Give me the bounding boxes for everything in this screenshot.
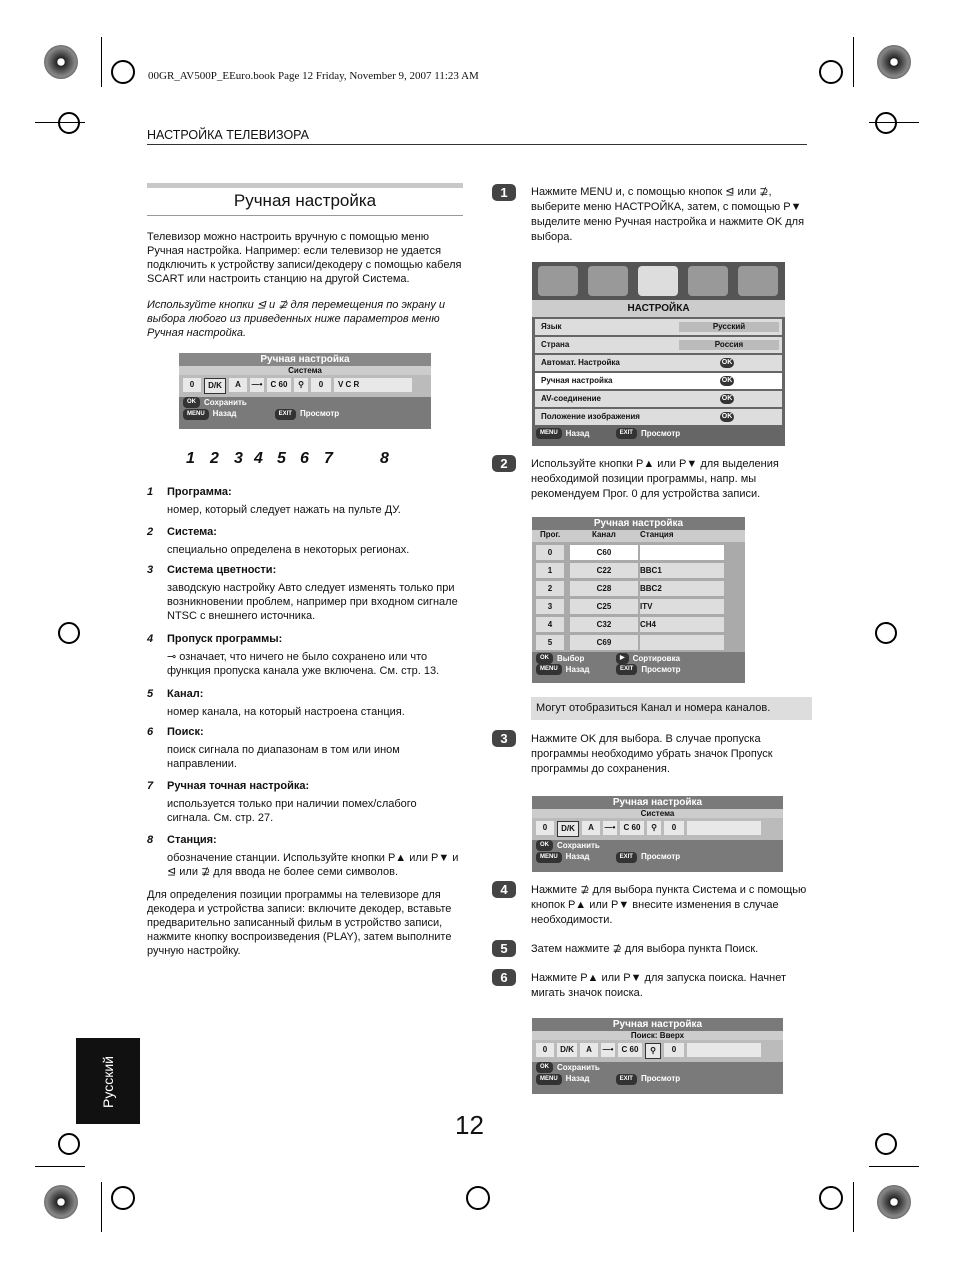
col-header: Канал — [592, 530, 616, 539]
menu-label: Положение изображения — [541, 412, 640, 421]
ok-icon: OK — [721, 377, 733, 384]
def-number: 7 — [147, 780, 154, 792]
channel-cell: C60 — [570, 545, 638, 560]
file-line: 00GR_AV500P_EEuro.book Page 12 Friday, November 9, 2007 11:23 AM — [148, 70, 479, 82]
osd-cell: 0 — [536, 821, 554, 835]
crosshair-right-mid — [875, 622, 897, 644]
step-badge: 4 — [492, 881, 516, 898]
def-label: Ручная точная настройка: — [167, 780, 310, 792]
def-number: 1 — [147, 486, 154, 498]
ok-icon: OK — [721, 359, 733, 366]
registration-mark-bottom-right — [877, 1185, 911, 1219]
station-cell — [640, 545, 724, 560]
channel-cell: C25 — [570, 599, 638, 614]
crosshair-top — [111, 60, 135, 84]
def-label: Станция: — [167, 834, 217, 846]
step-text: Нажмите MENU и, с помощью кнопок ⊴ или ⊉, выберите меню НАСТРОЙКА, затем, с помощью P▼ выделите меню Ручная настройка и нажмите OK для выбора. — [531, 186, 805, 243]
osd-cell: 0 — [183, 378, 201, 392]
osd-step3 — [532, 796, 783, 872]
osd-cell: —• — [601, 1043, 615, 1057]
def-label: Система: — [167, 526, 217, 538]
crosshair-right-top — [875, 112, 897, 134]
osd-cell: V C R — [334, 378, 412, 392]
osd-subtitle: Поиск: Вверх — [532, 1031, 783, 1040]
osd-legend — [179, 397, 431, 420]
channel-cell: C32 — [570, 617, 638, 632]
osd-cell: ⚲ — [647, 821, 661, 835]
step-text: Используйте кнопки P▲ или P▼ для выделения необходимой позиции программы, напр. мы рекомендуем Прог. 0 для устройства записи. — [531, 458, 779, 500]
def-text: номер канала, на который настроена станция. — [167, 706, 405, 718]
osd-cell: ⚲ — [294, 378, 308, 392]
menu-row-manual-tuning[interactable] — [535, 373, 782, 389]
menu-row-language[interactable] — [535, 319, 782, 335]
def-text: поиск сигнала по диапазонам в том или ином направлении. — [167, 744, 400, 770]
osd-legend — [532, 1062, 783, 1085]
legend-label: Просмотр — [640, 429, 681, 438]
definition-item — [147, 633, 463, 688]
osd-manual-tuning — [179, 353, 431, 429]
legend-label: Сохранить — [204, 398, 247, 407]
def-text: обозначение станции. Используйте кнопки P▲ или P▼ и ⊴ или ⊉ для ввода не более семи символов. — [167, 852, 459, 878]
key-pill: MENU — [536, 1074, 562, 1085]
crosshair-right-bottom — [875, 1133, 897, 1155]
prog-cell: 0 — [536, 545, 564, 560]
prog-cell: 1 — [536, 563, 564, 578]
key-pill: ▶ — [616, 653, 629, 664]
list-title: Ручная настройка — [593, 518, 684, 529]
legend-label: Назад — [565, 852, 590, 862]
def-label: Система цветности: — [167, 564, 277, 576]
osd-cell: 0 — [311, 378, 331, 392]
col-header: Станция — [640, 530, 674, 539]
osd-cell: —• — [250, 378, 264, 392]
prog-cell: 2 — [536, 581, 564, 596]
osd-cell: 0 — [664, 1043, 684, 1057]
osd-title: Ручная настройка — [612, 1019, 703, 1030]
legend-label: Сортировка — [632, 654, 681, 663]
list-body — [532, 542, 745, 652]
setup-icon — [638, 266, 678, 296]
osd-cell: D/K — [204, 378, 226, 394]
osd-cell: 0 — [536, 1043, 554, 1057]
osd-subtitle: Система — [532, 809, 783, 818]
legend-label: Просмотр — [641, 665, 681, 674]
ok-icon: OK — [721, 395, 733, 402]
osd-cell: ⚲ — [645, 1043, 661, 1059]
step-badge: 6 — [492, 969, 516, 986]
osd-title: Ручная настройка — [179, 353, 431, 366]
legend-label: Назад — [565, 1074, 590, 1084]
definition-item — [147, 726, 463, 780]
legend-label: Сохранить — [557, 841, 600, 850]
def-text: заводскую настройку Авто следует изменять только при возникновении проблем, например при входном сигнале NTSC с внешнего источника. — [167, 582, 458, 622]
osd-cell: 0 — [664, 821, 684, 835]
callout: 3 — [234, 450, 243, 467]
page-number: 12 — [455, 1110, 484, 1140]
menu-label: Автомат. Настройка — [541, 358, 620, 367]
station-cell — [640, 635, 724, 650]
station-cell: BBC1 — [640, 563, 724, 578]
crop-mark — [869, 1166, 919, 1167]
station-cell: ITV — [640, 599, 724, 614]
def-number: 4 — [147, 633, 154, 645]
channel-cell: C22 — [570, 563, 638, 578]
registration-mark-bottom-left — [44, 1185, 78, 1219]
osd-callouts — [186, 450, 396, 468]
menu-row-picture-position[interactable] — [535, 409, 782, 425]
station-cell: BBC2 — [640, 581, 724, 596]
menu-value: Русский — [679, 322, 779, 332]
page-header: НАСТРОЙКА ТЕЛЕВИЗОРА — [147, 128, 807, 145]
step-text: Нажмите P▲ или P▼ для запуска поиска. Начнет мигать значок поиска. — [531, 972, 787, 999]
ok-icon: OK — [721, 413, 733, 420]
callout: 4 — [254, 450, 263, 467]
prog-cell: 3 — [536, 599, 564, 614]
crosshair-left-top — [58, 112, 80, 134]
legend-label: Назад — [212, 409, 237, 419]
osd-title: Ручная настройка — [612, 797, 703, 808]
osd-cell: D/K — [557, 821, 579, 837]
legend-label: Просмотр — [640, 1074, 681, 1084]
step-text: Затем нажмите ⊉ для выбора пункта Поиск. — [531, 943, 759, 955]
def-number: 5 — [147, 688, 154, 700]
osd-cell: A — [229, 378, 247, 392]
callout: 2 — [210, 450, 219, 467]
list-header — [532, 530, 745, 542]
crop-mark — [101, 37, 102, 87]
key-pill: OK — [536, 1062, 553, 1073]
legend-label: Выбор — [557, 654, 585, 663]
key-pill: OK — [536, 840, 553, 851]
crosshair-bottom-left — [111, 1186, 135, 1210]
step-text: Нажмите ⊉ для выбора пункта Система и с помощью кнопок P▲ или P▼ внесите изменения в случае необходимости. — [531, 884, 807, 926]
def-label: Пропуск программы: — [167, 633, 283, 645]
list-row[interactable] — [536, 563, 724, 578]
channel-cell: C69 — [570, 635, 638, 650]
legend-label: Просмотр — [299, 409, 340, 419]
menu-label: AV-соединение — [541, 394, 602, 403]
list-row[interactable] — [536, 581, 724, 596]
crop-mark — [101, 1182, 102, 1232]
step-badge: 2 — [492, 455, 516, 472]
def-label: Программа: — [167, 486, 232, 498]
definition-item — [147, 486, 463, 526]
language-tab-label: Русский — [100, 1056, 116, 1108]
setup-menu — [532, 262, 785, 446]
key-pill: MENU — [536, 428, 562, 439]
key-pill: MENU — [183, 409, 209, 420]
def-number: 2 — [147, 526, 154, 538]
key-pill: OK — [183, 397, 200, 408]
picture-icon — [538, 266, 578, 296]
def-number: 8 — [147, 834, 154, 846]
menu-value: Россия — [679, 340, 779, 350]
osd-cell: C 60 — [267, 378, 291, 392]
callout: 8 — [380, 450, 389, 467]
definition-item — [147, 834, 463, 890]
list-row[interactable] — [536, 635, 724, 650]
prog-cell: 4 — [536, 617, 564, 632]
menu-row-av-connection[interactable] — [535, 391, 782, 407]
osd-cell: C 60 — [620, 821, 644, 835]
def-number: 3 — [147, 564, 154, 576]
legend-label: Назад — [565, 665, 590, 674]
crosshair-bottom-center — [466, 1186, 490, 1210]
callout: 1 — [186, 450, 195, 467]
prog-cell: 5 — [536, 635, 564, 650]
section-title: Ручная настройка — [147, 183, 463, 216]
key-pill: MENU — [536, 664, 562, 675]
crosshair-top-right — [819, 60, 843, 84]
callout: 6 — [300, 450, 309, 467]
def-text: специально определена в некоторых регионах. — [167, 544, 410, 556]
def-label: Канал: — [167, 688, 204, 700]
definition-item — [147, 780, 463, 834]
legend-label: Сохранить — [557, 1063, 600, 1072]
outro-paragraph: Для определения позиции программы на телевизоре для декодера и устройства записи: включите декодер, вставьте предварительно записанный фильм в устройство записи, нажмите кнопку воспроизведения (PLAY), затем выполните ручную настройку. — [147, 889, 452, 957]
key-pill: EXIT — [616, 1074, 637, 1085]
registration-mark-top-left — [44, 45, 78, 79]
key-pill: EXIT — [275, 409, 296, 420]
key-pill: EXIT — [616, 852, 637, 863]
osd-cell: —• — [603, 821, 617, 835]
legend-label: Просмотр — [640, 852, 681, 862]
menu-row-country[interactable] — [535, 337, 782, 353]
menu-label: Ручная настройка — [541, 376, 613, 385]
registration-mark-top-right — [877, 45, 911, 79]
menu-row-auto-tuning[interactable] — [535, 355, 782, 371]
crosshair-left-bottom — [58, 1133, 80, 1155]
osd-cell: C 60 — [618, 1043, 642, 1057]
crop-mark — [853, 1182, 854, 1232]
definition-item — [147, 688, 463, 726]
key-pill: EXIT — [616, 428, 637, 439]
osd-cell: D/K — [557, 1043, 577, 1057]
callout: 7 — [324, 450, 333, 467]
legend-label: Назад — [565, 429, 590, 438]
step-badge: 1 — [492, 184, 516, 201]
list-row[interactable] — [536, 545, 724, 560]
list-row[interactable] — [536, 617, 724, 632]
channel-cell: C28 — [570, 581, 638, 596]
def-text: используется только при наличии помех/слабого сигнала. См. стр. 27. — [167, 798, 417, 824]
menu-label: Страна — [541, 340, 570, 349]
channel-list — [532, 517, 745, 683]
osd-cell: A — [580, 1043, 598, 1057]
menu-title: НАСТРОЙКА — [532, 300, 785, 317]
crosshair-left-mid — [58, 622, 80, 644]
crop-mark — [853, 37, 854, 87]
def-text: ⊸ означает, что ничего не было сохранено или что функция пропуска канала уже включена. См. стр. 13. — [167, 651, 440, 677]
step-badge: 3 — [492, 730, 516, 747]
step-text: Нажмите OK для выбора. В случае пропуска программы необходимо убрать значок Пропуск программы до сохранения. — [531, 733, 773, 775]
key-pill: MENU — [536, 852, 562, 863]
timer-icon — [688, 266, 728, 296]
callout: 5 — [277, 450, 286, 467]
wrench-icon — [738, 266, 778, 296]
menu-icon-bar — [532, 262, 785, 300]
osd-subtitle: Система — [179, 366, 431, 375]
menu-label: Язык — [541, 322, 562, 331]
station-cell: CH4 — [640, 617, 724, 632]
step-badge: 5 — [492, 940, 516, 957]
crosshair-bottom-right — [819, 1186, 843, 1210]
definition-item — [147, 564, 463, 633]
osd-step6 — [532, 1018, 783, 1094]
intro-paragraph: Телевизор можно настроить вручную с помощью меню Ручная настройка. Например: если телевизор не удается подключить к устройству записи/декодеру с помощью кабеля SCART или настроить станцию на другой Система. — [147, 231, 462, 285]
col-header: Прог. — [540, 530, 561, 539]
osd-legend — [532, 840, 783, 863]
key-pill: OK — [536, 653, 553, 664]
def-label: Поиск: — [167, 726, 204, 738]
definition-list — [147, 486, 463, 890]
definition-item — [147, 526, 463, 564]
note-box: Могут отобразиться Канал и номера каналов. — [531, 697, 812, 720]
list-legend — [532, 652, 745, 676]
key-pill: EXIT — [616, 664, 637, 675]
osd-cell: A — [582, 821, 600, 835]
menu-legend — [532, 428, 785, 439]
crop-mark — [35, 1166, 85, 1167]
def-text: номер, который следует нажать на пульте ДУ. — [167, 504, 401, 516]
def-number: 6 — [147, 726, 154, 738]
list-row[interactable] — [536, 599, 724, 614]
intro-italic-paragraph: Используйте кнопки ⊴ и ⊉ для перемещения по экрану и выбора любого из приведенных ниже параметров меню Ручная настройка. — [147, 299, 446, 339]
sound-icon — [588, 266, 628, 296]
